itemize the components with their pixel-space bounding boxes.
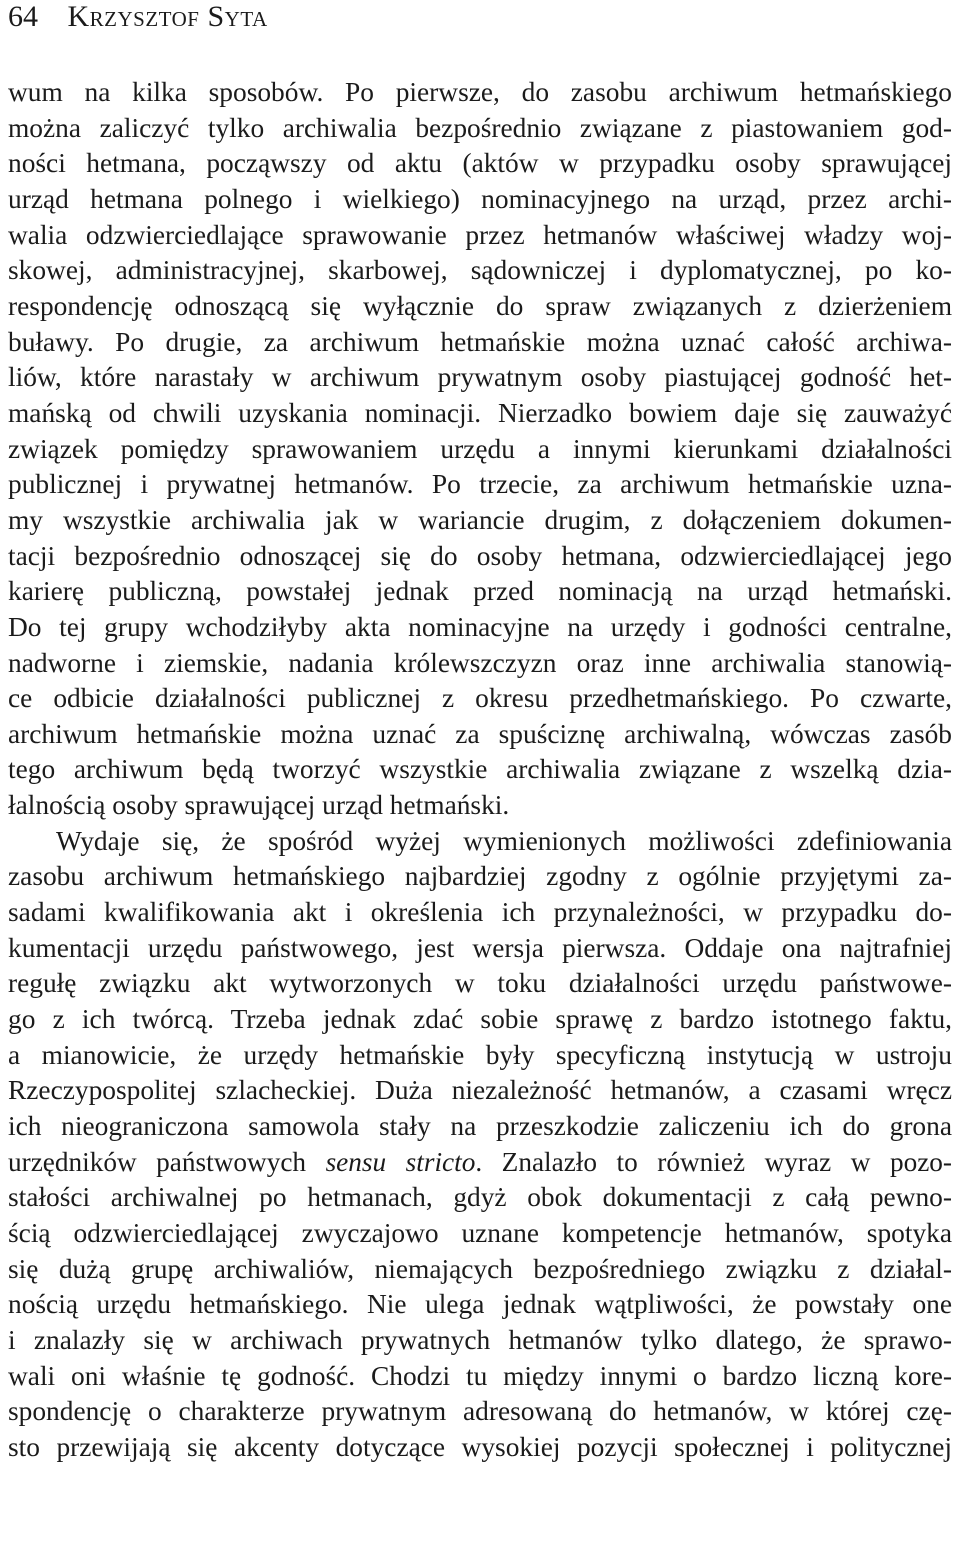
text-run: . Znalazło to również wyraz w pozo- [475, 1146, 952, 1177]
text-line: nadworne i ziemskie, nadania królewszczyzn oraz inne archiwalia stanowią- [8, 647, 952, 678]
text-line: spondencję o charakterze prywatnym adresowaną do hetmanów, w której czę- [8, 1396, 952, 1427]
text-line: ścią odzwierciedlającej zwyczajowo uznane kompetencje hetmanów, spotyka [8, 1218, 952, 1248]
text-line: liów, które narastały w archiwum prywatnym osoby piastującej godność het- [8, 362, 952, 393]
text-line: respondencję odnoszącą się wyłącznie do spraw związanych z dzierżeniem [8, 290, 952, 321]
text-line: można zaliczyć tylko archiwalia bezpośrednio związane z piastowaniem god- [8, 112, 952, 143]
text-line: archiwum hetmańskie można uznać za spuściznę archiwalną, wówczas zasób [8, 718, 952, 749]
text-line: i znalazły się w archiwach prywatnych hetmanów tylko dlatego, że sprawo- [8, 1324, 952, 1355]
text-line: stałości archiwalnej po hetmanach, gdyż obok dokumentacji z całą pewno- [8, 1182, 952, 1213]
text-line: ich nieograniczona samowola stały na przeszkodzie zaliczeniu ich do grona [8, 1111, 952, 1142]
text-line: urząd hetmana polnego i wielkiego) nominacyjnego na urząd, przez archi- [8, 183, 952, 214]
text-line: buławy. Po drugie, za archiwum hetmańskie można uznać całość archiwa- [8, 326, 952, 357]
text-line: nością urzędu hetmańskiego. Nie ulega jednak wątpliwości, że powstały one [8, 1289, 952, 1320]
running-head [8, 0, 952, 40]
text-line: tacji bezpośrednio odnoszącej się do osoby hetmana, odzwierciedlającej jego [8, 540, 952, 571]
text-line: mańską od chwili uzyskania nominacji. Nierzadko bowiem daje się zauważyć [8, 397, 952, 428]
text-line: publicznej i prywatnej hetmanów. Po trzecie, za archiwum hetmańskie uzna- [8, 469, 952, 500]
text-line: wum na kilka sposobów. Po pierwsze, do zasobu archiwum hetmańskiego [8, 77, 952, 107]
paragraph-last-line: łalnością osoby sprawującej urząd hetmański. [8, 790, 510, 821]
text-line: ności hetmana, począwszy od aktu (aktów w przypadku osoby sprawującej [8, 148, 952, 179]
text-line: karierę publiczną, powstałej jednak przed nominacją na urząd hetmański. [8, 576, 952, 607]
paragraph-first-line: Wydaje się, że spośród wyżej wymienionych możliwości zdefiniowania [56, 825, 952, 856]
page-number: 64 [8, 0, 38, 33]
text-line: sadami kwalifikowania akt i określenia ich przynależności, w przypadku do- [8, 897, 952, 928]
text-line: go z ich twórcą. Trzeba jednak zdać sobie sprawę z bardzo istotnego faktu, [8, 1004, 952, 1035]
text-run: urzędników państwowych [8, 1146, 326, 1177]
text-line: walia odzwierciedlające sprawowanie przez hetmanów właściwej władzy woj- [8, 219, 952, 250]
text-line-with-italic [8, 1145, 952, 1181]
text-line: kumentacji urzędu państwowego, jest wersja pierwsza. Oddaje ona najtrafniej [8, 932, 952, 963]
text-line: wali oni właśnie tę godność. Chodzi tu między innymi o bardzo liczną kore- [8, 1360, 952, 1391]
text-line: skowej, administracyjnej, skarbowej, sądowniczej i dyplomatycznej, po ko- [8, 255, 952, 286]
text-line: ce odbicie działalności publicznej z okresu przedhetmańskiego. Po czwarte, [8, 683, 952, 714]
text-line: my wszystkie archiwalia jak w wariancie drugim, z dołączeniem dokumen- [8, 504, 952, 535]
text-line: regułę związku akt wytworzonych w toku działalności urzędu państwowe- [8, 968, 952, 999]
text-line: związek pomiędzy sprawowaniem urzędu a innymi kierunkami działalności [8, 433, 952, 464]
text-line: tego archiwum będą tworzyć wszystkie archiwalia związane z wszelką dzia- [8, 754, 952, 785]
book-page [8, 0, 952, 1466]
running-head-author: Krzysztof Syta [67, 0, 268, 33]
italic-phrase: sensu stricto [325, 1146, 476, 1177]
text-line: a mianowicie, że urzędy hetmańskie były specyficzną instytucją w ustroju [8, 1039, 952, 1070]
body-text [8, 75, 952, 1466]
text-line: Do tej grupy wchodziłyby akta nominacyjne na urzędy i godności centralne, [8, 611, 952, 642]
text-line: sto przewijają się akcenty dotyczące wysokiej pozycji społecznej i politycznej [8, 1431, 952, 1462]
text-line: Rzeczypospolitej szlacheckiej. Duża niezależność hetmanów, a czasami wręcz [8, 1075, 952, 1106]
text-line: się dużą grupę archiwaliów, niemających bezpośredniego związku z działal- [8, 1253, 952, 1284]
text-line: zasobu archiwum hetmańskiego najbardziej zgodny z ogólnie przyjętymi za- [8, 861, 952, 892]
